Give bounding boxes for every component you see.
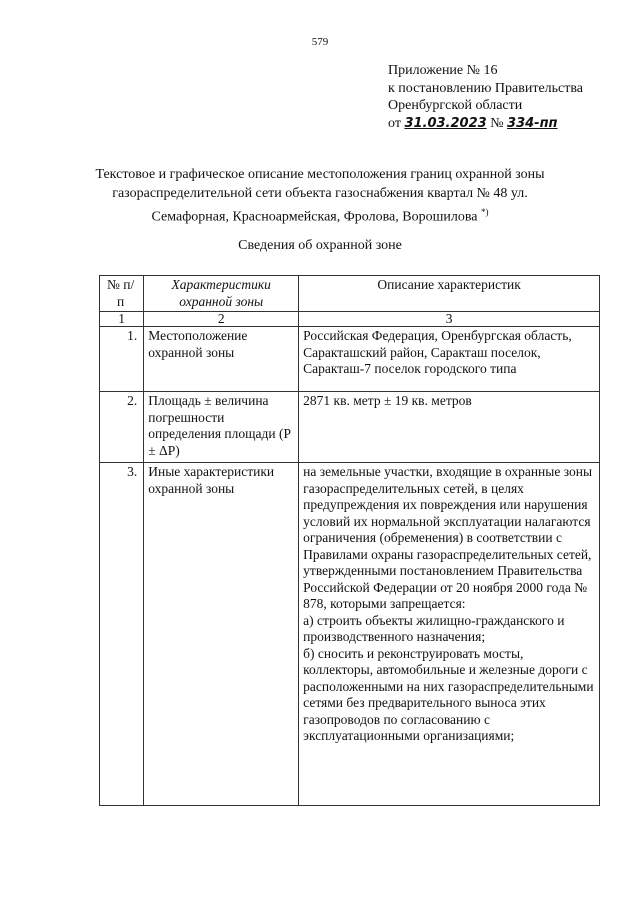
row-description: 2871 кв. метр ± 19 кв. метров <box>299 392 600 463</box>
table-row <box>100 463 600 806</box>
table-row <box>100 392 600 463</box>
row-number: 3. <box>100 463 144 806</box>
handwritten-date: 31.03.2023 <box>404 115 487 131</box>
row-characteristic: Местоположение охранной зоны <box>144 327 299 392</box>
document-title <box>80 166 560 227</box>
header-characteristics: Характеристики охранной зоны <box>144 276 299 312</box>
appendix-header <box>388 62 633 132</box>
appendix-line-2: к постановлению Правительства <box>388 80 584 96</box>
header-number: № п/п <box>100 276 144 312</box>
column-number-3: 3 <box>299 312 600 327</box>
row-number: 1. <box>100 327 144 392</box>
table-header-row <box>100 276 600 312</box>
row-description-item-a: а) строить объекты жилищно-гражданского и производственного назначения; <box>303 612 565 644</box>
column-numbers-row <box>100 312 600 327</box>
column-number-1: 1 <box>100 312 144 327</box>
row-characteristic: Площадь ± величина погрешности определения площади (P ± ΔP) <box>144 392 299 463</box>
title-text: Текстовое и графическое описание местоположения границ охранной зоны газораспределительной сети объекта газоснабжения квартал № 48 ул. Семафорная, Красноармейская, Фролова, Ворошилова <box>95 167 545 225</box>
row-description: Российская Федерация, Оренбургская область, Саракташский район, Саракташ поселок, Саракташ-7 поселок городского типа <box>299 327 600 392</box>
appendix-line-1: Приложение № 16 <box>388 63 498 78</box>
column-number-2: 2 <box>144 312 299 327</box>
footnote-mark: *) <box>480 207 489 217</box>
protection-zone-table <box>99 275 600 806</box>
row-characteristic: Иные характеристики охранной зоны <box>144 463 299 806</box>
appendix-line-3: Оренбургской области <box>388 98 523 113</box>
date-prefix: от <box>388 115 401 131</box>
number-prefix: № <box>490 115 504 131</box>
page-number: 579 <box>311 36 329 48</box>
row-description-cell <box>299 463 600 806</box>
row-description-item-b: б) сносить и реконструировать мосты, коллекторы, автомобильные и железные дороги с расположенными на них газораспределительными сетями без предварительного выноса этих газопроводов по согласованию с эксплуатационными организациями; <box>303 645 594 743</box>
handwritten-number: 334-пп <box>507 115 558 131</box>
table-row <box>100 327 600 392</box>
row-number: 2. <box>100 392 144 463</box>
row-description: на земельные участки, входящие в охранные зоны газораспределительных сетей, в целях предупреждения их повреждения или нарушения условий их нормальной эксплуатации налагаются ограничения (обременения) в соответствии с Правилами охраны газораспределительных сетей, утвержденными постановлением Правительства Российской Федерации от 20 ноября 2000 года № 878, которыми запрещается: <box>303 464 593 611</box>
header-description: Описание характеристик <box>299 276 600 312</box>
section-subtitle: Сведения об охранной зоне <box>238 238 402 253</box>
appendix-date-line <box>388 115 633 133</box>
